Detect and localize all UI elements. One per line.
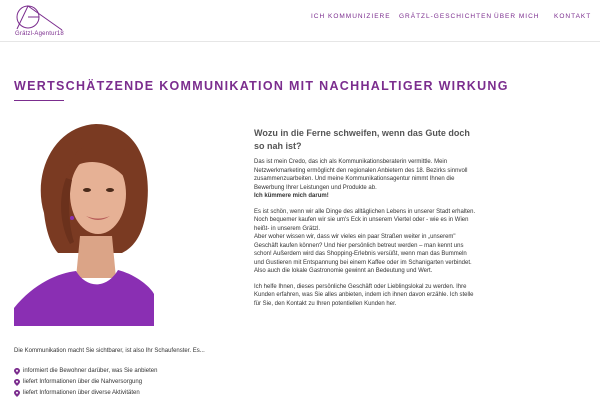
intro-paragraph-1 — [254, 158, 476, 201]
page-headline: WERTSCHÄTZENDE KOMMUNIKATION MIT NACHHALTIGER WIRKUNG — [14, 79, 509, 93]
intro-paragraph-1-text: Das ist mein Credo, das ich als Kommunikationsberaterin vermittle. Mein Netzwerkmarketing ermöglicht den regionalen Anbietern des 18. Bezirks sinnvoll zusammenzuarbeiten. Und meine Kommunikationsagentur nimmt Ihnen die Bewerbung Ihrer Leistungen und Produkte ab. — [254, 159, 468, 191]
portrait-illustration — [14, 118, 154, 326]
portrait-photo — [14, 118, 154, 326]
headline-divider — [14, 100, 64, 101]
intro-paragraph-1-bold: Ich kümmere mich darum! — [254, 193, 329, 199]
list-item-label: informiert die Bewohner darüber, was Sie anbieten — [23, 368, 158, 374]
nav-kontakt[interactable]: KONTAKT — [554, 13, 592, 20]
benefit-list — [14, 366, 157, 399]
intro-subheading: Wozu in die Ferne schweifen, wenn das Gute doch so nah ist? — [254, 128, 470, 151]
list-item-label: liefert Informationen über die Nahversorgung — [23, 379, 143, 385]
nav-ich-kommuniziere[interactable]: ICH KOMMUNIZIERE — [311, 13, 391, 20]
logo-text: Grätzl-Agentur18 — [15, 31, 64, 37]
intro-paragraph-2a-text: Es ist schön, wenn wir alle Dinge des alltäglichen Lebens in unserer Stadt erhalten. Noch bequemer kaufen wir sie um's Eck in unserem Viertel oder - wie es in Wien heißt- in unserem Grätzl. — [254, 208, 476, 232]
intro-text-block — [254, 127, 476, 315]
list-item-label: liefert Informationen über diverse Aktivitäten — [23, 390, 140, 396]
window-intro-text: Die Kommunikation macht Sie sichtbarer, ist also Ihr Schaufenster. Es... — [14, 348, 205, 354]
location-pin-icon — [14, 390, 20, 397]
location-pin-icon — [14, 368, 20, 375]
location-pin-icon — [14, 379, 20, 386]
intro-paragraph-3: Ich helfe Ihnen, dieses persönliche Geschäft oder Lieblingslokal zu werden. Ihre Kunden erfahren, was Sie alles anbieten, indem ich ihnen davon erzähle. Ich stelle für Sie, den Kontakt zu Ihren potentiellen Kunden her. — [254, 283, 474, 307]
list-item — [14, 388, 157, 399]
list-item — [14, 366, 157, 377]
list-item — [14, 377, 157, 388]
site-header — [0, 0, 600, 42]
nav-graetzl-geschichten[interactable]: GRÄTZL-GESCHICHTEN — [399, 13, 493, 20]
nav-ueber-mich[interactable]: ÜBER MICH — [494, 13, 540, 20]
intro-paragraph-2b-text: Aber woher wissen wir, dass wir vieles ein paar Straßen weiter in „unserem" Geschäft kaufen können? Und hier persönlich betreut werden – man kennt uns schon! Außerdem wird das Shopping-Erlebnis versüßt, wenn man das Bummeln und Gustieren mit Entspannung bei einem Kaffee oder im Schanigarten verbindet. Also auch die lokale Gastronomie gewinnt an Bedeutung und Wert. — [254, 234, 472, 274]
intro-paragraph-2 — [254, 208, 476, 276]
